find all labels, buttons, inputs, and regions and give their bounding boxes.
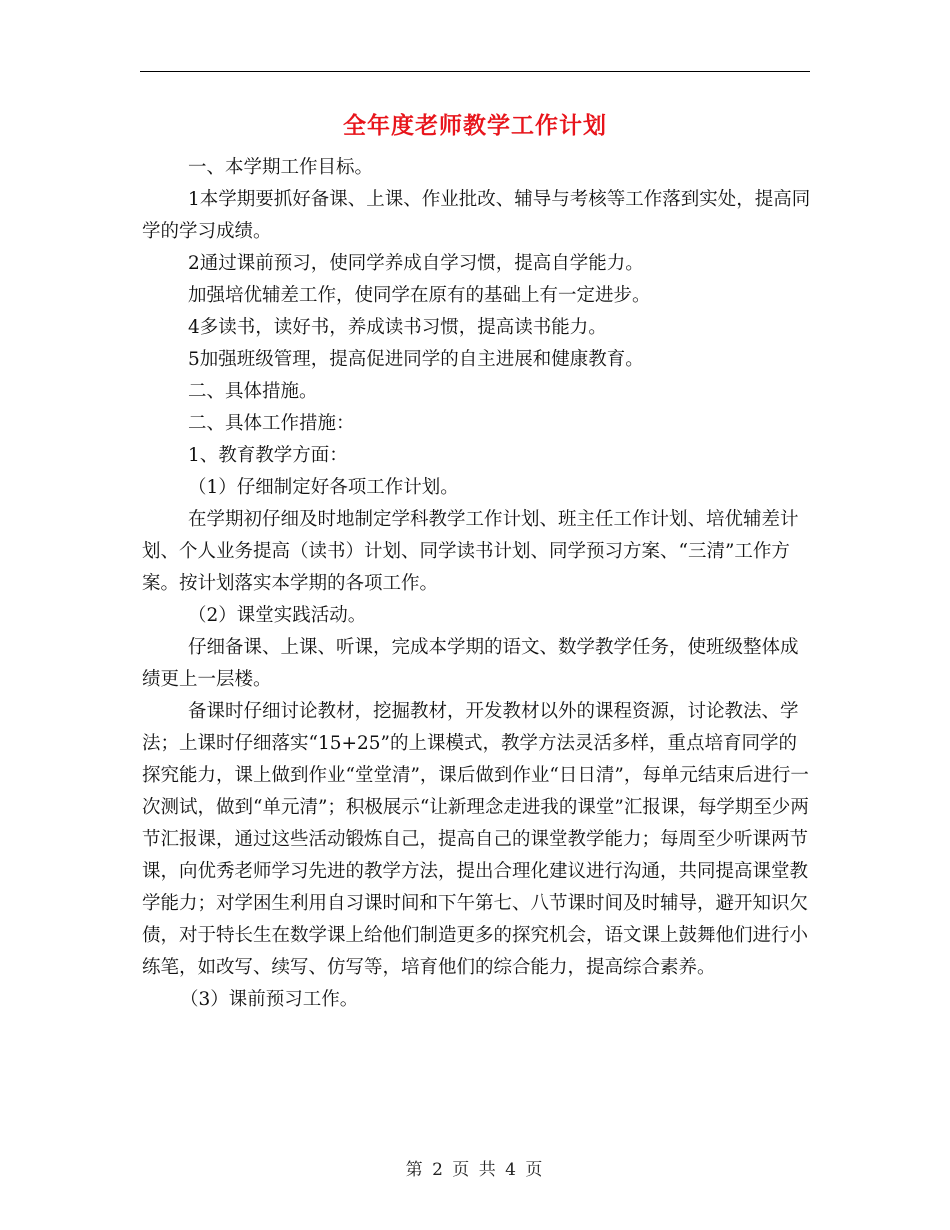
paragraph: 一、本学期工作目标。: [188, 157, 374, 178]
paragraph: 在学期初仔细及时地制定学科教学工作计划、班主任工作计划、培优辅差计划、个人业务提高（读书）计划、同学读书计划、同学预习方案、“三清”工作方案。按计划落实本学期的各项工作。: [142, 509, 799, 594]
paragraph: 备课时仔细讨论教材，挖掘教材，开发教材以外的课程资源，讨论教法、学法；上课时仔细落实“15+25”的上课模式，教学方法灵活多样，重点培育同学的探究能力，课上做到作业“堂堂清”，课后做到作业“日日清”，每单元结束后进行一次测试，做到“单元清”；积极展示“让新理念走进我的课堂”汇报课，每学期至少两节汇报课，通过这些活动锻炼自己，提高自己的课堂教学能力；每周至少听课两节课，向优秀老师学习先进的教学方法，提出合理化建议进行沟通，共同提高课堂教学能力；对学困生利用自习课时间和下午第七、八节课时间及时辅导，避开知识欠债，对于特长生在数学课上给他们制造更多的探究机会，语文课上鼓舞他们进行小练笔，如改写、续写、仿写等，培育他们的综合能力，提高综合素养。: [142, 701, 809, 978]
paragraph: 2通过课前预习，使同学养成自学习惯，提高自学能力。: [188, 253, 644, 274]
paragraph: （2）课堂实践活动。: [188, 605, 367, 626]
paragraph: （1）仔细制定好各项工作计划。: [188, 477, 459, 498]
document-title: 全年度老师教学工作计划: [343, 112, 607, 139]
document-body: [142, 152, 812, 1016]
paragraph: 1本学期要抓好备课、上课、作业批改、辅导与考核等工作落到实处，提高同学的学习成绩。: [142, 189, 811, 242]
header-rule: [140, 71, 810, 72]
paragraph: （3）课前预习工作。: [180, 989, 359, 1010]
paragraph: 加强培优辅差工作，使同学在原有的基础上有一定进步。: [188, 285, 651, 306]
paragraph: 5加强班级管理，提高促进同学的自主进展和健康教育。: [188, 349, 644, 370]
page-number-footer: 第 2 页 共 4 页: [405, 1160, 545, 1180]
paragraph: 二、具体工作措施：: [188, 413, 355, 434]
paragraph: 1、教育教学方面：: [188, 445, 348, 466]
paragraph: 仔细备课、上课、听课，完成本学期的语文、数学教学任务，使班级整体成绩更上一层楼。: [142, 637, 799, 690]
paragraph: 4多读书，读好书，养成读书习惯，提高读书能力。: [188, 317, 607, 338]
paragraph: 二、具体措施。: [188, 381, 318, 402]
